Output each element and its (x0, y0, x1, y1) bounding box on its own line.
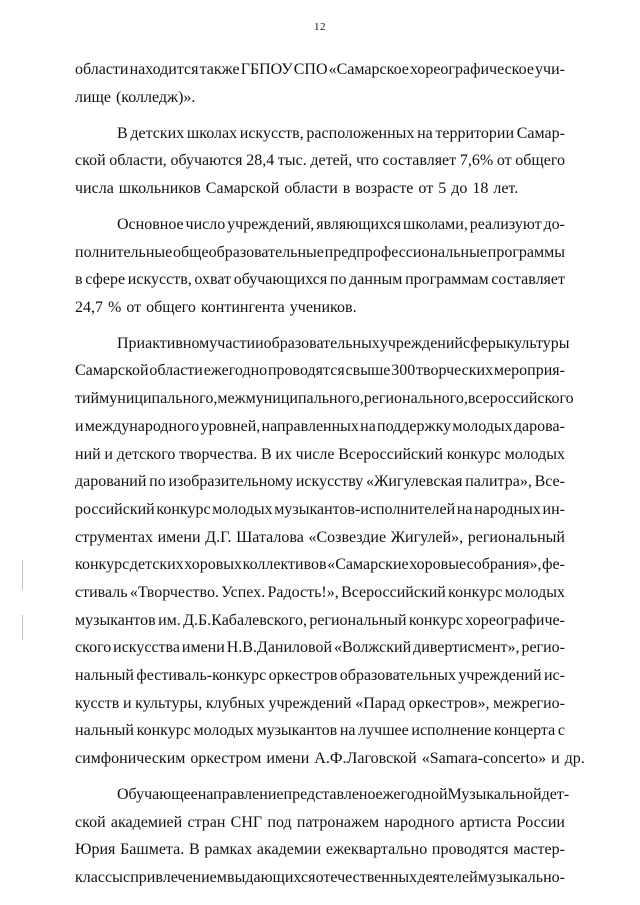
text-line: ского искусства имени Н.В.Даниловой «Волжский дивертисмент», регио- (75, 639, 565, 657)
text-line: российский конкурс молодых музыкантов-исполнителей на народных ин- (75, 500, 565, 518)
text-line: классы с привлечением выдающихся отечественных деятелей музыкально- (75, 869, 565, 886)
paragraph (75, 781, 570, 892)
text-line: полнительные общеобразовательные предпрофессиональные программы (75, 243, 565, 261)
paragraph-gap (75, 322, 565, 330)
text-line: тий муниципального, межмуниципального, регионального, всероссийского (75, 390, 574, 408)
text-line: симфоническим оркестром имени А.Ф.Лаговской «Samara-concerto» и др. (75, 750, 585, 768)
text-line: струментах имени Д.Г. Шаталова «Созвездие Жигулей», региональный (75, 528, 565, 546)
margin-scan-mark (22, 615, 23, 640)
text-line: ний и детского творчества. В их числе Всероссийский конкурс молодых (75, 445, 565, 463)
text-line: конкурс детских хоровых коллективов «Самарские хоровые собрания», фе- (75, 556, 565, 574)
paragraph (75, 120, 565, 203)
paragraph (75, 211, 565, 322)
text-line: ской области, обучаются 28,4 тыс. детей, что составляет 7,6% от общего (75, 152, 565, 170)
text-line: Самарской области ежегодно проводятся свыше 300 творческих мероприя- (75, 362, 565, 380)
text-line: в сфере искусств, охват обучающихся по данным программам составляет (75, 271, 565, 289)
text-line: 24,7 % от общего контингента учеников. (75, 298, 357, 316)
text-line: В детских школах искусств, расположенных на территории Самар- (117, 124, 565, 142)
page-number: 12 (314, 21, 326, 33)
paragraph (75, 330, 585, 773)
document-body (75, 56, 585, 892)
paragraph-gap (75, 203, 565, 211)
text-line: ской академией стран СНГ под патронажем народного артиста России (75, 813, 565, 831)
text-line: лище (колледж)». (75, 88, 196, 106)
text-line: области находится также ГБПОУ СПО «Самарское хореографическое учи- (75, 61, 565, 78)
text-line: и международного уровней, направленных на поддержку молодых дарова- (75, 417, 565, 435)
text-line: Обучающее направление представлено ежегодной Музыкальной дет- (117, 785, 570, 803)
text-line: дарований по изобразительному искусству «Жигулевская палитра», Все- (75, 473, 565, 491)
text-line: музыкантов им. Д.Б.Кабалевского, региональный конкурс хореографиче- (75, 611, 565, 629)
text-line: стиваль «Творчество. Успех. Радость!», Всероссийский конкурс молодых (75, 583, 565, 601)
text-line: При активном участии образовательных учреждений сферы культуры (117, 334, 570, 352)
paragraph-gap (75, 111, 565, 119)
text-line: нальный фестиваль-конкурс оркестров образовательных учреждений ис- (75, 667, 565, 684)
text-line: числа школьников Самарской области в возрасте от 5 до 18 лет. (75, 179, 519, 197)
text-line: нальный конкурс молодых музыкантов на лучшее исполнение концерта с (75, 722, 565, 740)
text-line: кусств и культуры, клубных учреждений «Парад оркестров», межрегио- (75, 694, 565, 712)
text-line: Юрия Башмета. В рамках академии ежеквартально проводятся мастер- (75, 841, 565, 859)
paragraph-gap (75, 773, 565, 781)
paragraph (75, 56, 565, 111)
text-line: Основное число учреждений, являющихся школами, реализуют до- (117, 215, 565, 233)
margin-scan-mark (22, 560, 23, 590)
